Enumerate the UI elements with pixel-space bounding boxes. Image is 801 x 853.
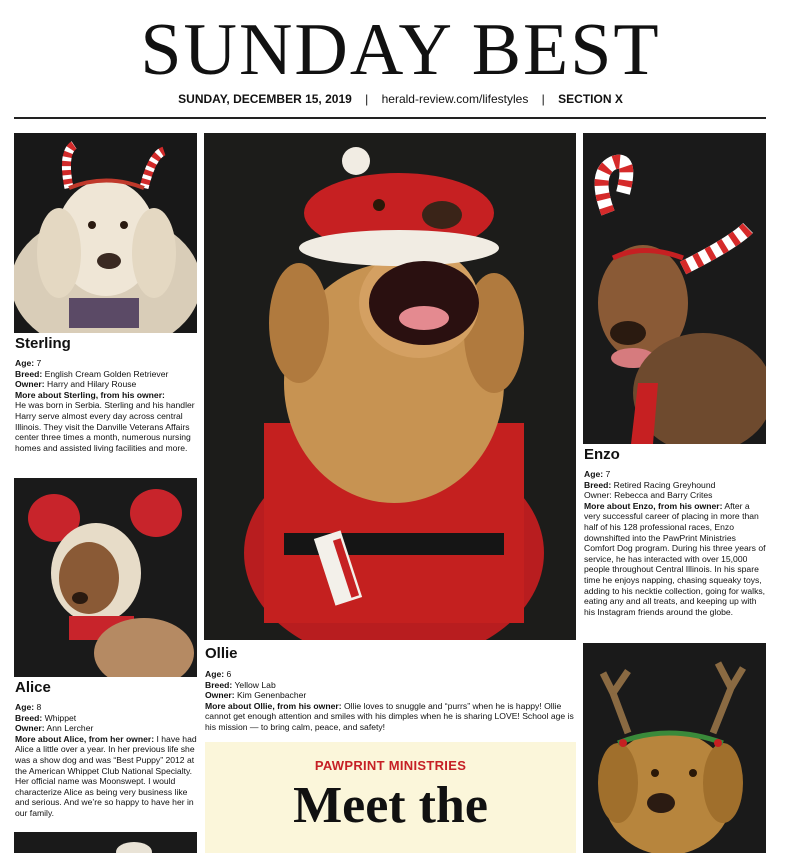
sterling-bio: Age: 7 Breed: English Cream Golden Retriever Owner: Harry and Hilary Rouse More about Sterling, from his owner: He was born in Serbia. Sterling and his handler Harry serve almost every day across central Illinois. They visit the Danville Veterans Affairs center three times a month, numerous nursing homes and assisted living facilities and more. xyxy=(15,358,195,453)
separator: | xyxy=(541,92,545,106)
enzo-name: Enzo xyxy=(584,446,620,463)
reindeer-dog-photo xyxy=(583,643,766,853)
issue-date: SUNDAY, DECEMBER 15, 2019 xyxy=(178,92,352,106)
enzo-photo xyxy=(583,133,766,444)
enzo-bio: Age: 7 Breed: Retired Racing Greyhound Owner: Rebecca and Barry Crites More about Enzo, from his owner: After a very successful career of placing in more than half of his 128 professional races, Enzo downshifted into the PawPrint Ministries Comfort Dog program. During his three years of service, he has interacted with over 15,000 people throughout Central Illinois. In his spare time he enjoys napping, chasing squeaky toys, adding to his necktie collection, going for walks, eating any and all treats, and keeping up with his Instagram friends around the globe. xyxy=(584,469,766,617)
dateline xyxy=(0,92,801,106)
masthead: SUNDAY BEST xyxy=(140,9,661,91)
website-link[interactable]: herald-review.com/lifestyles xyxy=(381,92,529,106)
ollie-bio: Age: 6 Breed: Yellow Lab Owner: Kim Genenbacher More about Ollie, from his owner: Ollie loves to snuggle and “purrs” when he is happy! Ollie cannot get enough attention and smiles with his dimples when he is sharing LOVE! School age is his mission — to bring calm, peace, and safety! xyxy=(205,669,574,732)
sterling-photo xyxy=(14,133,197,333)
ollie-photo xyxy=(204,133,576,640)
sterling-name: Sterling xyxy=(15,335,71,352)
alice-name: Alice xyxy=(15,679,51,696)
section-label: SECTION X xyxy=(558,92,623,106)
next-dog-photo xyxy=(14,832,197,853)
separator: | xyxy=(365,92,369,106)
ollie-name: Ollie xyxy=(205,645,238,662)
alice-bio: Age: 8 Breed: Whippet Owner: Ann Lercher More about Alice, from her owner: I have had Alice a little over a year. In her previous life she was a show dog and was “Best Puppy” 2012 at the American Whippet Club National Specialty. Her official name was Moonswept. I would characterize Alice as being very business like and serious. And we’re so happy to have her in our family. xyxy=(15,702,197,818)
promo-box[interactable] xyxy=(205,742,576,853)
header-rule xyxy=(14,117,766,119)
promo-kicker: PAWPRINT MINISTRIES xyxy=(314,758,467,773)
promo-headline: Meet the xyxy=(293,777,488,834)
alice-photo xyxy=(14,478,197,677)
